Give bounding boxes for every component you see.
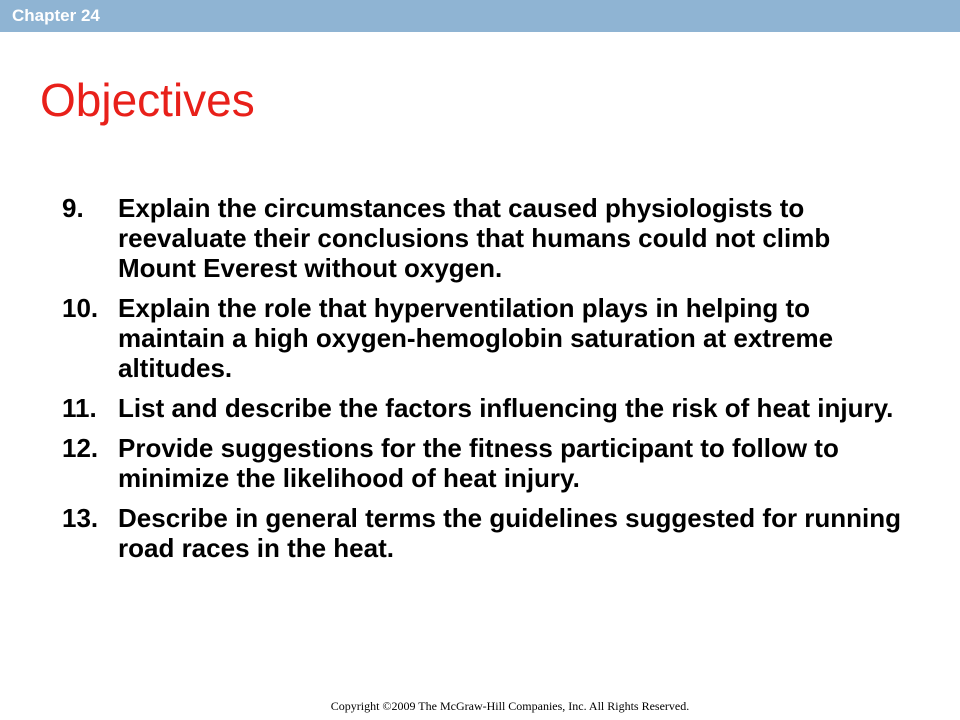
objective-item: [62, 193, 912, 283]
objective-item: [62, 293, 912, 383]
copyright-notice: Copyright ©2009 The McGraw-Hill Companies, Inc. All Rights Reserved.: [330, 699, 690, 713]
objective-text: List and describe the factors influencing the risk of heat injury.: [118, 393, 894, 423]
chapter-header-bar: [0, 0, 960, 32]
objective-number: 12.: [62, 433, 99, 463]
objective-text: Explain the role that hyperventilation plays in helping to maintain a high oxygen-hemoglobin saturation at extreme altitudes.: [118, 293, 834, 383]
objective-number: 11.: [62, 393, 97, 423]
objective-number: 10.: [62, 293, 99, 323]
chapter-label: Chapter 24: [12, 6, 100, 25]
objective-text: Provide suggestions for the fitness participant to follow to minimize the likelihood of heat injury.: [118, 433, 839, 493]
objective-number: 9.: [62, 193, 84, 223]
slide-title: Objectives: [40, 74, 255, 126]
objective-item: [62, 503, 912, 563]
objective-number: 13.: [62, 503, 99, 533]
objective-text: Describe in general terms the guidelines suggested for running road races in the heat.: [118, 503, 902, 563]
objective-text: Explain the circumstances that caused physiologists to reevaluate their conclusions that humans could not climb Mount Everest without oxygen.: [118, 193, 831, 283]
objective-item: [62, 393, 912, 423]
objectives-list: [62, 193, 912, 573]
objective-item: [62, 433, 912, 493]
